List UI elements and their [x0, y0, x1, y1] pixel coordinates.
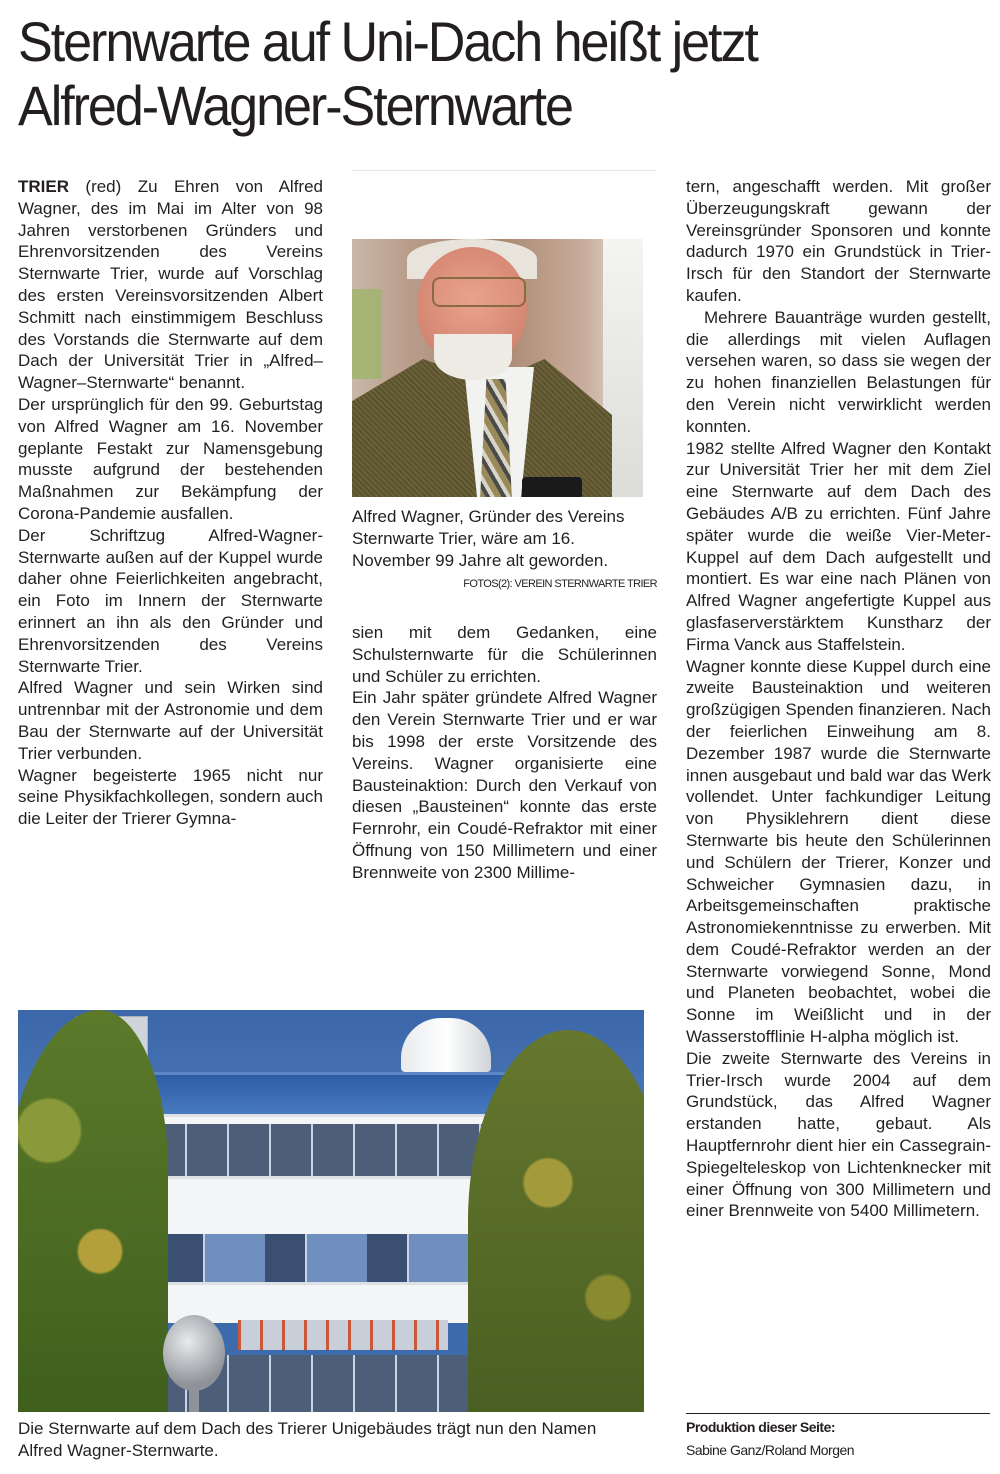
paragraph: Der Schriftzug Alfred-Wagner-Sternwarte außen auf der Kuppel wurde daher ohne Feierlichkeiten angebracht, ein Foto im Innern der Sternwarte erinnert an ihn als den Gründer und Ehrenvorsitzenden des Vereins Sternwarte Trier.	[18, 525, 323, 676]
paragraph: 1982 stellte Alfred Wagner den Kontakt zur Universität Trier her mit dem Ziel eine Sternwarte auf dem Dach des Gebäudes A/B zu errichten. Fünf Jahre später wurde die weiße Vier-Meter-Kuppel auf dem Dach aufgestellt und montiert. Es war eine nach Plänen von Alfred Wagner angefertigte Kuppel aus glasfaserverstärktem Kunstharz der Firma Vanck aus Staffelstein.	[686, 438, 991, 654]
photo-credit: FOTOS(2): VEREIN STERNWARTE TRIER	[463, 578, 657, 590]
headline	[18, 10, 920, 138]
paragraph: Alfred Wagner und sein Wirken sind untrennbar mit der Astronomie und dem Bau der Sternwarte auf der Universität Trier verbunden.	[18, 678, 323, 763]
article-column-1	[18, 176, 323, 830]
paragraph: Wagner begeisterte 1965 nicht nur seine Physikfachkollegen, sondern auch die Leiter der Trierer Gymna-	[18, 765, 323, 829]
paragraph: TRIER (red) Zu Ehren von Alfred Wagner, des im Mai im Alter von 98 Jahren verstorbenen Gründers und Ehrenvorsitzenden des Vereins Sternwarte Trier, wurde auf Vorschlag des ersten Vereinsvorsitzenden Albert Schmitt nach einstimmigem Beschluss des Vorstands die Sternwarte auf dem Dach der Universität Trier in „Alfred–Wagner–Sternwarte“ benannt.	[18, 177, 323, 393]
paragraph: Ein Jahr später gründete Alfred Wagner den Verein Sternwarte Trier und er war bis 1998 der erste Vorsitzende des Vereins. Wagner organisierte eine Bausteinaktion: Durch den Verkauf von diesen „Bausteinen“ konnte das erste Fernrohr, ein Coudé-Refraktor mit einer Öffnung von 150 Millimetern und einer Brennweite von 2300 Millime-	[352, 688, 657, 882]
street-lamp	[163, 1315, 225, 1391]
portrait-caption: Alfred Wagner, Gründer des Vereins Sternwarte Trier, wäre am 16. November 99 Jahre alt geworden.	[352, 507, 625, 570]
article-column-3	[686, 176, 991, 1222]
dateline: TRIER	[18, 177, 69, 196]
headline-line-1: Sternwarte auf Uni-Dach heißt jetzt	[18, 10, 757, 73]
camera-icon	[522, 477, 582, 497]
paragraph: tern, angeschafft werden. Mit großer Überzeugungskraft gewann der Vereinsgründer Sponsoren und konnte dadurch 1970 ein Grundstück in Trier-Irsch für den Standort der Sternwarte kaufen.	[686, 177, 991, 305]
paragraph: Der ursprünglich für den 99. Geburtstag von Alfred Wagner am 16. November geplante Festakt zur Namensgebung musste aufgrund der bestehenden Maßnahmen zur Bekämpfung der Corona-Pandemie ausfallen.	[18, 394, 323, 523]
production-names: Sabine Ganz/Roland Morgen	[686, 1442, 855, 1458]
article-column-2	[352, 622, 657, 884]
building-photo-observatory	[18, 1010, 644, 1412]
paragraph: Mehrere Bauanträge wurden gestellt, die allerdings mit vielen Auflagen versehen waren, so dass sie wegen der zu hohen finanziellen Belastungen für den Verein nicht verwirklicht werden konnten.	[686, 307, 991, 436]
paragraph: Die zweite Sternwarte des Vereins in Trier-Irsch wurde 2004 auf dem Grundstück, das Alfred Wagner erstanden hatte, gebaut. Als Hauptfernrohr dient hier ein Cassegrain-Spiegelteleskop von Lichtenknecker mit einer Öffnung von 300 Millimetern und einer Brennweite von 5400 Millimetern.	[686, 1048, 991, 1221]
divider	[352, 170, 657, 171]
production-title: Produktion dieser Seite:	[686, 1419, 836, 1435]
divider	[686, 1413, 990, 1414]
paragraph: Wagner konnte diese Kuppel durch eine zweite Bausteinaktion und weiteren großzügigen Spenden finanzieren. Nach der feierlichen Einweihung am 8. Dezember 1987 wurde die Sternwarte innen ausgebaut und bald war das Werk vollendet. Unter fachkundiger Leitung von Physiklehrern dient diese Sternwarte bis heute den Schülerinnen und Schülern der Trierer, Konzer und Schweicher Gymnasien dazu, in Arbeitsgemeinschaften praktische Astronomiekenntnisse zu erwerben. Mit dem Coudé-Refraktor werden an der Sternwarte vorwiegend Sonne, Mond und Planeten beobachtet, wobei die Sonne im Weißlicht und in der Wasserstofflinie H-alpha möglich ist.	[686, 656, 991, 1047]
paragraph: sien mit dem Gedanken, eine Schulsternwarte für die Schülerinnen und Schüler zu errichten.	[352, 623, 657, 686]
headline-line-2: Alfred-Wagner-Sternwarte	[18, 74, 572, 137]
portrait-photo-alfred-wagner	[352, 239, 643, 497]
building-caption: Die Sternwarte auf dem Dach des Trierer Unigebäudes trägt nun den Namen Alfred Wagner-Sternwarte.	[18, 1419, 597, 1460]
